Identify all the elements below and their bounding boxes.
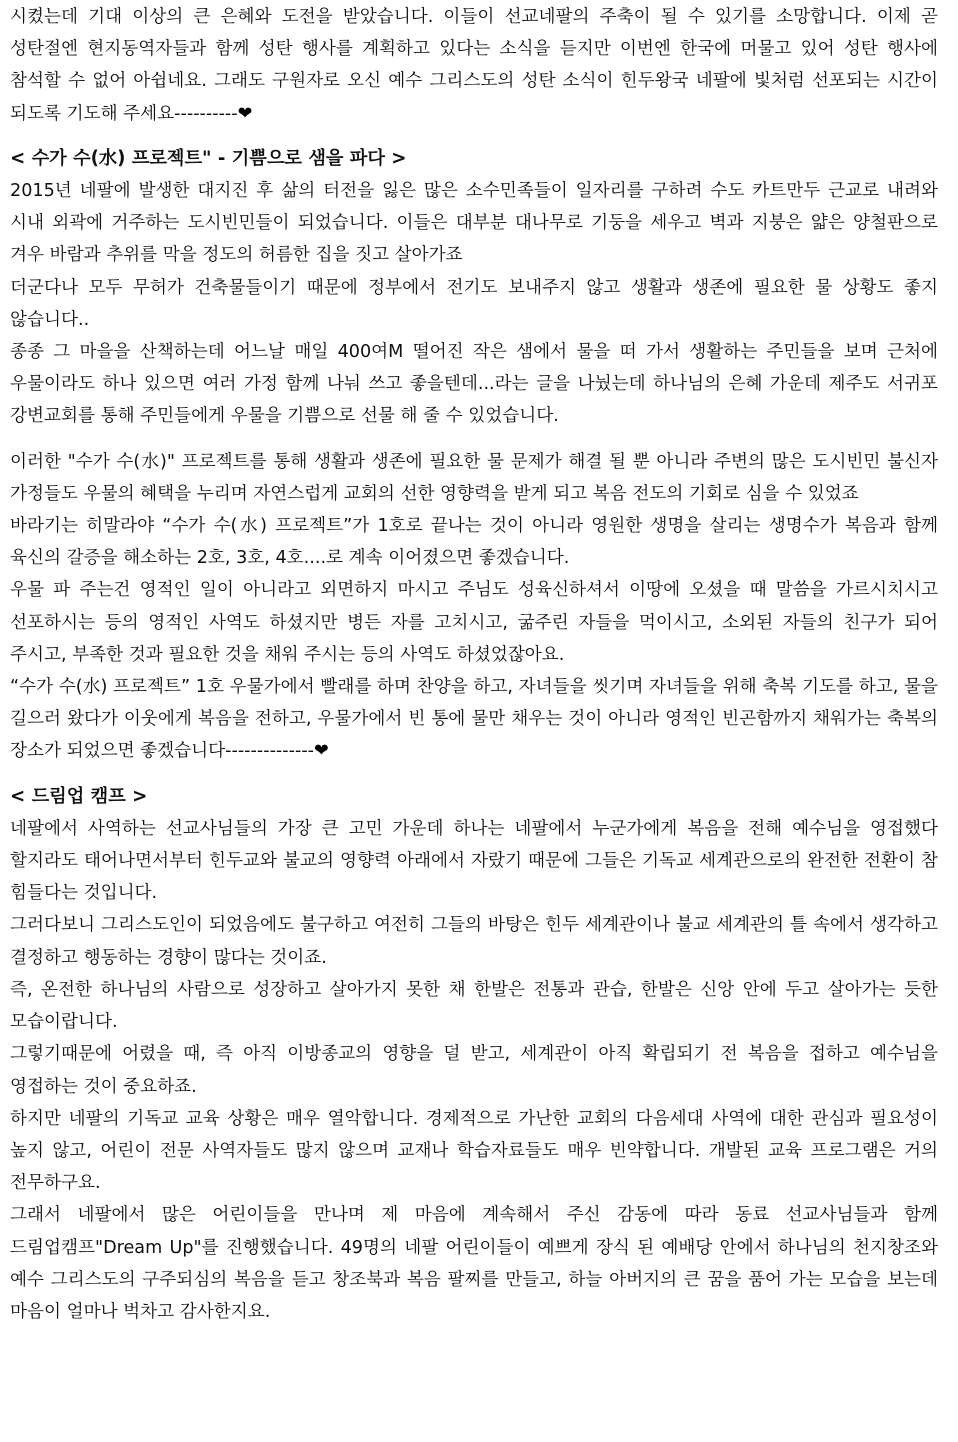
dreamup-paragraph-3: 즉, 온전한 하나님의 사람으로 성장하고 살아가지 못한 채 한발은 전통과 관습, 한발은 신앙 안에 두고 살아가는 듯한 모습이랍니다. (10, 979, 938, 1033)
intro-text: 시켰는데 기대 이상의 큰 은혜와 도전을 받았습니다. 이들이 선교네팔의 주축이 될 수 있기를 소망합니다. 이제 곧 성탄절엔 현지동역자들과 함께 성탄 행사를 계획하고 있다는 소식을 듣지만 이번엔 한국에 머물고 있어 성탄 행사에 참석할 수 없어 아쉽네요. 그래도 구원자로 오신 예수 그리스도의 성탄 소식이 힌두왕국 네팔에 빛처럼 선포되는 시간이 되도록 기도해 주세요---------- (10, 7, 938, 124)
heart-icon: ❤ (237, 103, 253, 124)
section-spacer (10, 130, 938, 143)
water-paragraph-7-text: “수가 수(水) 프로젝트” 1호 우물가에서 빨래를 하며 찬양을 하고, 자녀들을 씻기며 자녀들을 위해 축복 기도를 하고, 물을 길으러 왔다가 이웃에게 복음을 전하고, 우물가에서 빈 통에 물만 채우는 것이 아니라 영적인 빈곤함까지 채워가는 축복의 장소가 되었으면 좋겠습니다-------------- (10, 677, 938, 762)
water-paragraph-1: 2015년 네팔에 발생한 대지진 후 삶의 터전을 잃은 많은 소수민족들이 일자리를 구하려 수도 카트만두 근교로 내려와 시내 외곽에 거주하는 도시빈민들이 되었습니다. 이들은 대부분 대나무로 기둥을 세우고 벽과 지붕은 얇은 양철판으로 겨우 바람과 추위를 막을 정도의 허름한 집을 짓고 살아가죠 (10, 181, 938, 266)
newsletter-page (10, 1, 938, 1328)
heart-icon: ❤ (314, 741, 329, 762)
dreamup-paragraph-2: 그러다보니 그리스도인이 되었음에도 불구하고 여전히 그들의 바탕은 힌두 세계관이나 불교 세계관의 틀 속에서 생각하고 결정하고 행동하는 경향이 많다는 것이죠. (10, 915, 938, 968)
water-paragraph-7 (10, 671, 938, 768)
dreamup-paragraph-5: 하지만 네팔의 기독교 교육 상황은 매우 열악합니다. 경제적으로 가난한 교회의 다음세대 사역에 대한 관심과 필요성이 높지 않고, 어린이 전문 사역자들도 많지 않으며 교재나 학습자료들도 매우 빈약합니다. 개발된 교육 프로그램은 거의 전무하구요. (10, 1108, 938, 1194)
water-paragraph-2: 더군다나 모두 무허가 건축물들이기 때문에 정부에서 전기도 보내주지 않고 생활과 생존에 필요한 물 상황도 좋지 않습니다.. (10, 277, 938, 330)
paragraph-spacer (10, 433, 938, 446)
water-paragraph-5: 바라기는 히말라야 “수가 수(水) 프로젝트”가 1호로 끝나는 것이 아니라 영원한 생명을 살리는 생명수가 복음과 함께 육신의 갈증을 해소하는 2호, 3호, 4호....로 계속 이어졌으면 좋겠습니다. (10, 516, 938, 569)
dreamup-camp-heading: < 드림업 캠프 > (10, 785, 148, 807)
dreamup-paragraph-6: 그래서 네팔에서 많은 어린이들을 만나며 제 마음에 계속해서 주신 감동에 따라 동료 선교사님들과 함께 드림업캠프"Dream Up"를 진행했습니다. 49명의 네팔 어린이들이 예쁘게 장식 된 예배당 안에서 하나님의 천지창조와 예수 그리스도의 구주되심의 복음을 듣고 창조북과 복음 팔찌를 만들고, 하늘 아버지의 큰 꿈을 품어 가는 모습을 보는데 마음이 얼마나 벅차고 감사한지요. (10, 1205, 938, 1322)
water-paragraph-3: 종종 그 마을을 산책하는데 어느날 매일 400여M 떨어진 작은 샘에서 물을 떠 가서 생활하는 주민들을 보며 근처에 우물이라도 하나 있으면 여러 가정 함께 나눠 쓰고 좋을텐데...라는 글을 나눴는데 하나님의 은혜 가운데 제주도 서귀포 강변교회를 통해 주민들에게 우물을 기쁨으로 선물 해 줄 수 있었습니다. (10, 342, 938, 427)
intro-paragraph (10, 1, 938, 130)
water-project-heading: < 수가 수(水) 프로젝트" - 기쁨으로 샘을 파다 > (10, 147, 407, 169)
water-paragraph-6: 우물 파 주는건 영적인 일이 아니라고 외면하지 마시고 주님도 성육신하셔서 이땅에 오셨을 때 말씀을 가르시치시고 선포하시는 등의 영적인 사역도 하셨지만 병든 자를 고치시고, 굶주린 자들을 먹이시고, 소외된 자들의 친구가 되어 주시고, 부족한 것과 필요한 것을 채워 주시는 등의 사역도 하셨었잖아요. (10, 580, 938, 665)
section-spacer (10, 768, 938, 781)
water-paragraph-4: 이러한 "수가 수(水)" 프로젝트를 통해 생활과 생존에 필요한 물 문제가 해결 될 뿐 아니라 주변의 많은 도시빈민 불신자 가정들도 우물의 혜택을 누리며 자연스럽게 교회의 선한 영향력을 받게 되고 복음 전도의 기회로 심을 수 있었죠 (10, 451, 938, 504)
dreamup-paragraph-4: 그렇기때문에 어렸을 때, 즉 아직 이방종교의 영향을 덜 받고, 세계관이 아직 확립되기 전 복음을 접하고 예수님을 영접하는 것이 중요하죠. (10, 1044, 938, 1097)
dreamup-paragraph-1: 네팔에서 사역하는 선교사님들의 가장 큰 고민 가운데 하나는 네팔에서 누군가에게 복음을 전해 예수님을 영접했다 할지라도 태어나면서부터 힌두교와 불교의 영향력 아래에서 자랐기 때문에 그들은 기독교 세계관으로의 완전한 전환이 참 힘들다는 것입니다. (10, 818, 938, 904)
